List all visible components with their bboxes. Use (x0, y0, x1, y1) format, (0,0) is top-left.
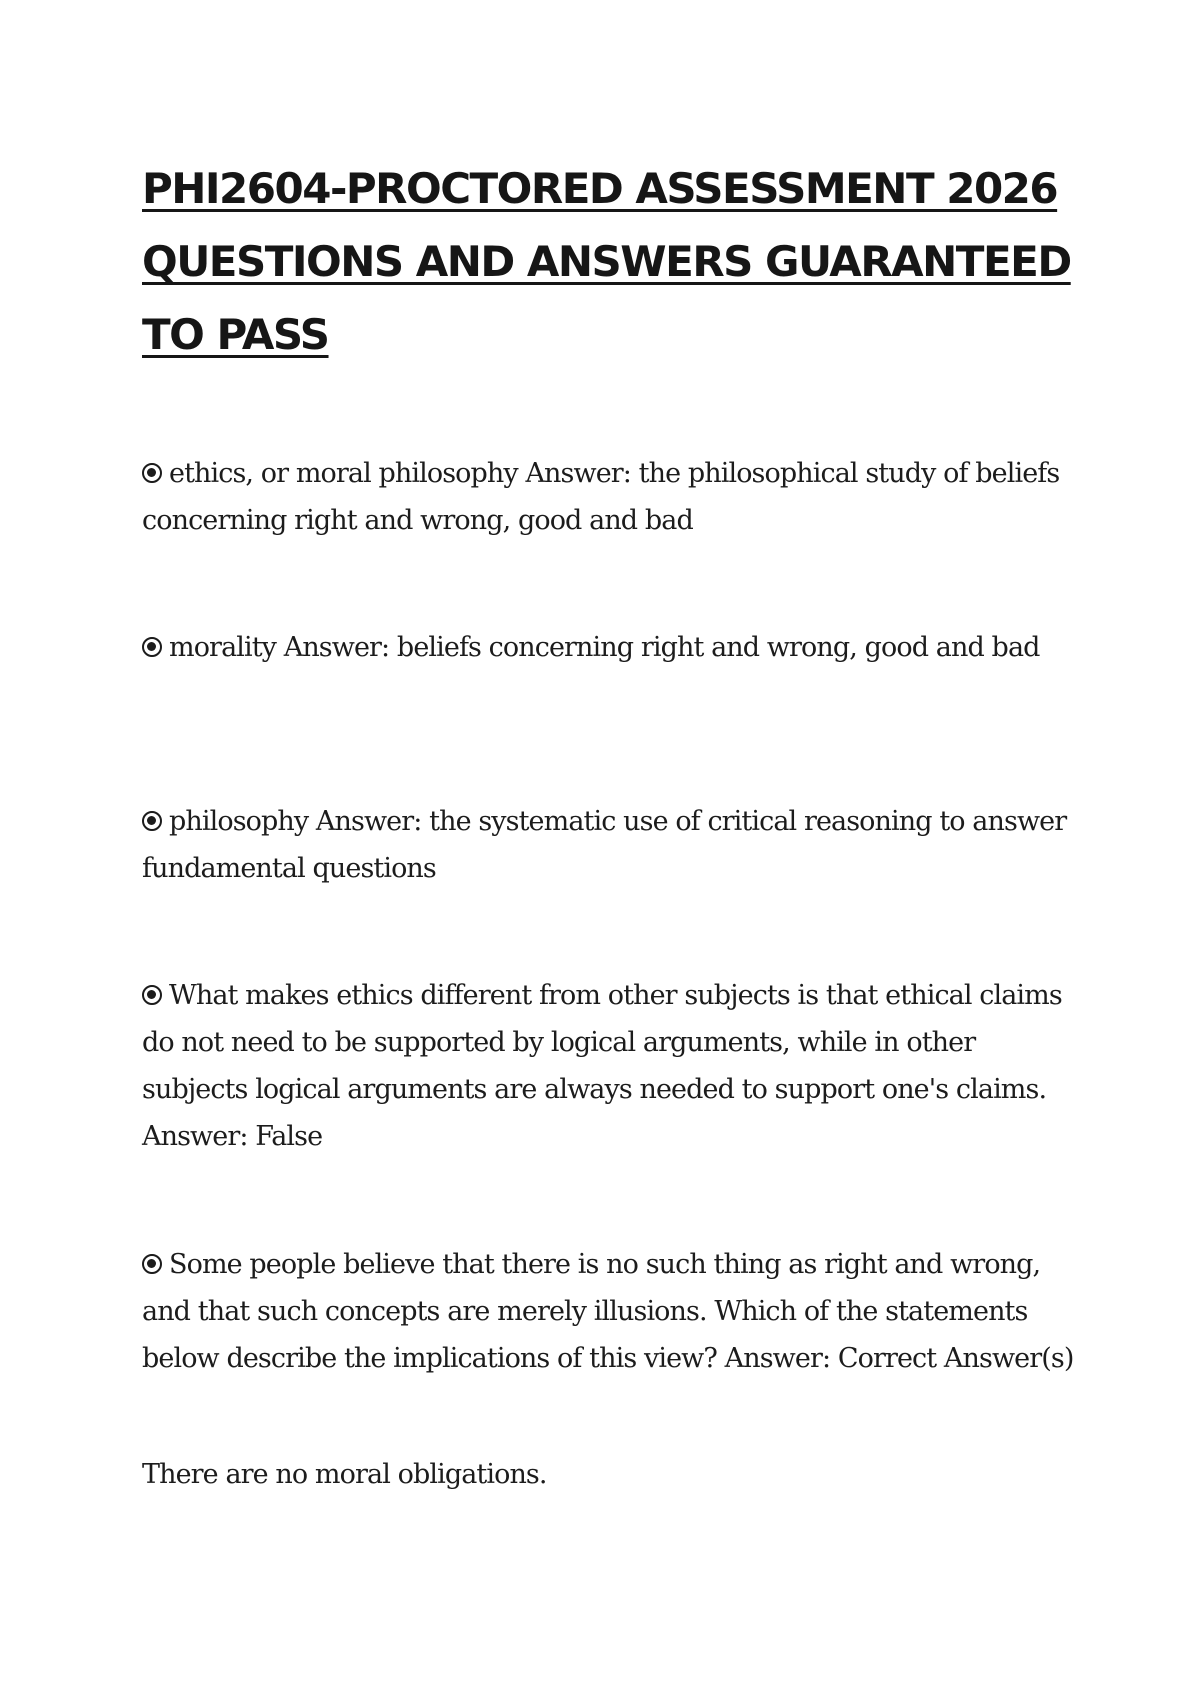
answer-continuation: There are no moral obligations. (142, 1459, 547, 1490)
qa-item-text: Some people believe that there is no such thing as right and wrong, and that such concepts are merely illusions. Which of the statements below describe the implications of this view? Answer: Correct Answer(s) (142, 1249, 1074, 1374)
radio-bullet-icon (142, 637, 162, 657)
radio-bullet-icon (142, 811, 162, 831)
qa-item-text: morality Answer: beliefs concerning right and wrong, good and bad (169, 632, 1040, 663)
radio-bullet-icon (142, 985, 162, 1005)
radio-bullet-icon (142, 463, 162, 483)
qa-item-text: What makes ethics different from other subjects is that ethical claims do not need to be supported by logical arguments, while in other subjects logical arguments are always needed to support one's claims. Answer: False (142, 980, 1062, 1152)
qa-item-text: ethics, or moral philosophy Answer: the philosophical study of beliefs concerning right and wrong, good and bad (142, 458, 1060, 536)
qa-item (142, 624, 1082, 671)
qa-item (142, 450, 1082, 544)
qa-item (142, 1241, 1082, 1382)
qa-item (142, 798, 1082, 892)
qa-item-text: philosophy Answer: the systematic use of critical reasoning to answer fundamental questions (142, 806, 1067, 884)
page-title: PHI2604-PROCTORED ASSESSMENT 2026 QUESTIONS AND ANSWERS GUARANTEED TO PASS (142, 164, 1071, 359)
qa-item (142, 972, 1082, 1160)
radio-bullet-icon (142, 1254, 162, 1274)
